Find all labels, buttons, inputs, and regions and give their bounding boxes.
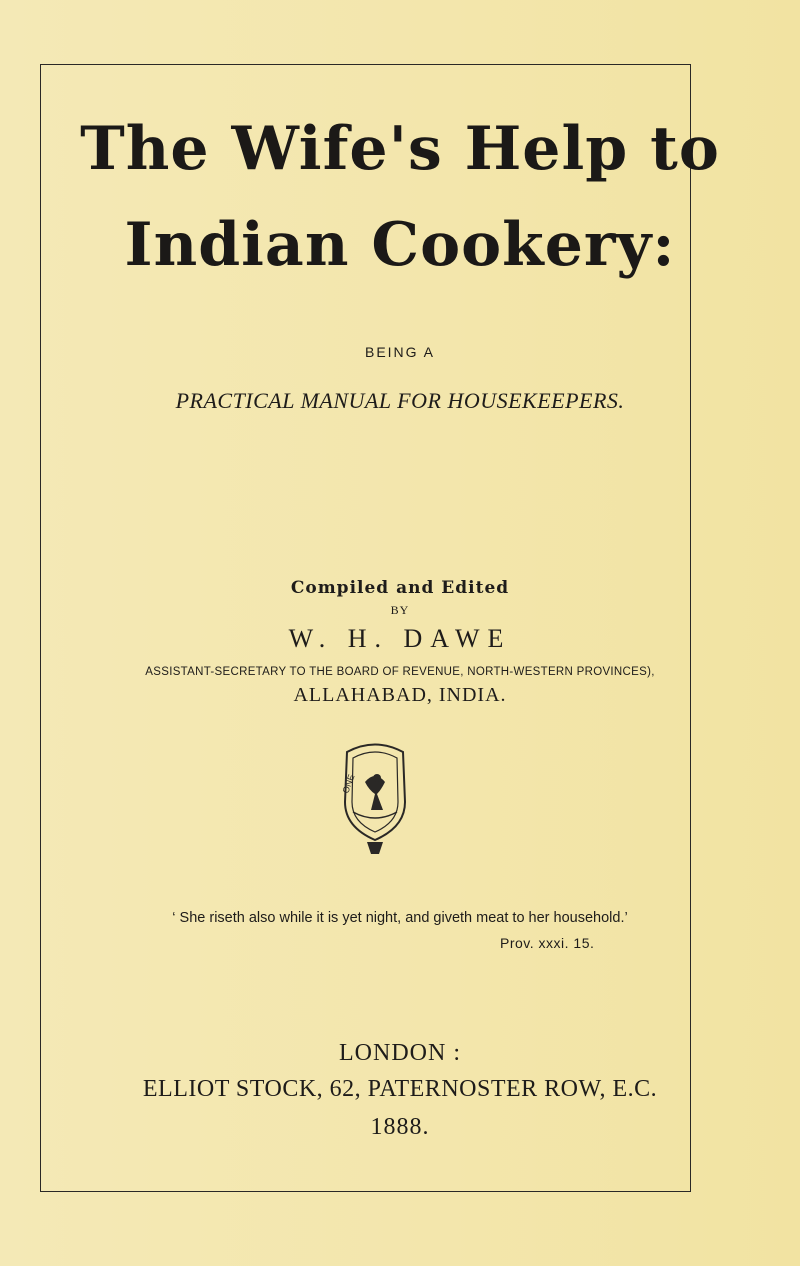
author-place: ALLAHABAD, INDIA. bbox=[293, 684, 507, 706]
title-line-1: The Wife's Help to bbox=[80, 114, 720, 184]
compiled-and-edited: Compiled and Edited bbox=[290, 578, 510, 598]
imprint-city: LONDON : bbox=[339, 1040, 461, 1066]
epigraph-quote: ‘ She riseth also while it is yet night, and giveth meat to her household.’ bbox=[172, 910, 628, 926]
subtitle: PRACTICAL MANUAL FOR HOUSEKEEPERS. bbox=[175, 388, 625, 413]
author-position: ASSISTANT-SECRETARY TO THE BOARD OF REVENUE, NORTH-WESTERN PROVINCES), bbox=[145, 666, 655, 678]
title-line-2: Indian Cookery: bbox=[124, 210, 676, 280]
by-text: BY bbox=[390, 603, 410, 617]
author-name: W. H. DAWE bbox=[288, 624, 512, 653]
emblem-motto: ONE bbox=[340, 772, 357, 795]
being-a-text: BEING A bbox=[364, 344, 436, 360]
imprint-publisher: ELLIOT STOCK, 62, PATERNOSTER ROW, E.C. bbox=[142, 1076, 658, 1102]
imprint-year: 1888. bbox=[370, 1114, 430, 1140]
publisher-emblem-icon bbox=[335, 732, 415, 862]
epigraph-reference: Prov. xxxi. 15. bbox=[500, 935, 595, 951]
